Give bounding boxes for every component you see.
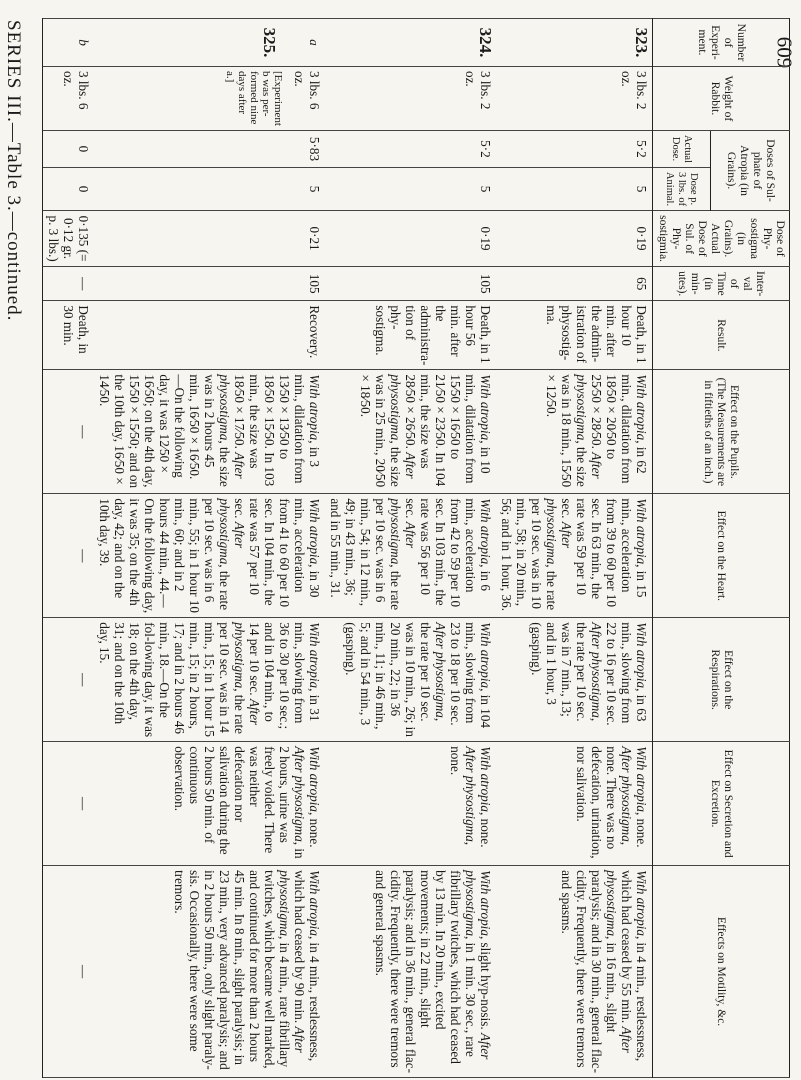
table-row bbox=[325, 19, 496, 1078]
physostigma-cell: 0·21 bbox=[94, 211, 325, 267]
experiment-number: 324. bbox=[325, 19, 496, 67]
pupils-cell: With atropia, in 3 min., dilatation from 13⁄50 × 13⁄50 to 18⁄50 × 15⁄50. In 103 min., the size was 18⁄50 × 17⁄50. After physostigma, the size was in 2 hours 45 min., 16⁄50 × 16⁄50.—On the following day, it was 12⁄50 × 16⁄50; on the 4th day, 15⁄50 × 15⁄50; and on the 10th day, 16⁄50 × 14⁄50. bbox=[94, 370, 325, 494]
interval-cell: 65 bbox=[496, 267, 653, 301]
pupils-cell: — bbox=[43, 370, 95, 494]
respirations-cell: With atropia, in 104 min., slowing from 23 to 18 per 10 sec. After physostigma, the rate per 10 sec. was in 10 min., 26; in 20 min., 22; in 36 min., 11; in 46 min., 5; and in 54 min., 3 (gasping). bbox=[325, 618, 496, 742]
physostigma-cell: 0·19 bbox=[325, 211, 496, 267]
dose-per-lb-cell: 5 bbox=[325, 167, 496, 210]
heart-cell: — bbox=[43, 494, 95, 618]
interval-cell: 105 bbox=[325, 267, 496, 301]
weight-cell: 3 lbs. 6 oz. bbox=[43, 66, 95, 130]
rotated-table-container bbox=[46, 18, 790, 1078]
data-table bbox=[42, 18, 790, 1078]
secretion-cell: — bbox=[43, 742, 95, 866]
weight-cell: 3 lbs. 2 oz. bbox=[496, 66, 653, 130]
actual-dose-cell: 5·83 bbox=[94, 130, 325, 167]
weight-cell bbox=[94, 66, 325, 130]
motility-cell: — bbox=[43, 866, 95, 1078]
heart-cell: With atropia, in 15 min., acceleration from 39 to 60 per 10 sec. In 63 min., the rate was 59 per 10 sec. After physostigma, the rate per 10 sec. was in 10 min., 58; in 20 min., 56; and in 1 hour, 36. bbox=[496, 494, 653, 618]
header-respirations: Effect on the Respirations. bbox=[653, 618, 790, 742]
respirations-cell: — bbox=[43, 618, 95, 742]
dose-per-lb-cell: 0 bbox=[43, 167, 95, 210]
motility-cell: With atropia, in 4 min., restlessness, which had ceased by 55 min. After physostigma, in 16 min., slight paralysis; and in 30 min., general flac-cidity. Frequently, there were tremors and spasms. bbox=[496, 866, 653, 1078]
respirations-cell: With atropia, in 31 min., slowing from 36 to 30 per 10 sec.; and in 104 min., to 14 per 10 sec. After physostigma, the rate per 10 sec. was in 14 min., 15; in 1 hour 15 min., 15; in 2 hours, 17; and in 2 hours 46 min., 18.—On the fol-lowing day, it was 18; on the 4th day, 31; and on the 10th day, 15. bbox=[94, 618, 325, 742]
dose-per-lb-cell: 5 bbox=[94, 167, 325, 210]
experiment-number: 323. bbox=[496, 19, 653, 67]
header-interval: Inter-val of Time (in min-utes). bbox=[653, 267, 790, 301]
result-cell: Recovery. bbox=[94, 301, 325, 370]
physostigma-cell: 0·135 (= 0·12 gr. p. 3 lbs.) bbox=[43, 211, 95, 267]
header-weight: Weight of Rabbit. bbox=[653, 66, 790, 130]
table-row bbox=[43, 19, 95, 1078]
table-row bbox=[94, 19, 325, 1078]
experiment-number-text: 325. bbox=[260, 27, 279, 58]
actual-dose-cell: 5·2 bbox=[325, 130, 496, 167]
interval-cell: 105 bbox=[94, 267, 325, 301]
result-cell: Death, in 1 hour 56 min. after the administra-tion of phy-sostigma. bbox=[325, 301, 496, 370]
header-row bbox=[710, 19, 789, 1078]
pupils-cell: With atropia, in 10 min., dilatation from 15⁄50 × 16⁄50 to 21⁄50 × 23⁄50. In 104 min., the size was 28⁄50 × 26⁄50. After physostigma, the size was in 25 min., 20⁄50 × 18⁄50. bbox=[325, 370, 496, 494]
header-motility: Effects on Motility, &c. bbox=[653, 866, 790, 1078]
weight-cell: 3 lbs. 2 oz. bbox=[325, 66, 496, 130]
table-title: SERIES III.—Table 3.—continued. bbox=[3, 20, 24, 322]
weight-text: 3 lbs. 6 oz. bbox=[292, 70, 322, 110]
actual-dose-cell: 0 bbox=[43, 130, 95, 167]
header-experiment: Number of Experi-ment. bbox=[653, 19, 790, 67]
experiment-number bbox=[43, 19, 95, 67]
experiment-number bbox=[94, 19, 325, 67]
actual-dose-cell: 5·2 bbox=[496, 130, 653, 167]
physostigma-cell: 0·19 bbox=[496, 211, 653, 267]
heart-cell: With atropia, in 6 min., acceleration from 42 to 59 per 10 sec. In 103 min., the rate was 56 per 10 sec. After physostigma, the rate per 10 sec. was in 6 min., 54; in 12 min., 49; in 43 min., 36; and in 55 min., 31. bbox=[325, 494, 496, 618]
result-cell: Death, in 30 min. bbox=[43, 301, 95, 370]
header-physostigma: Dose of Phy-sostigma (in Grains). Actual Dose of Sul. of Phy-sostigmia. bbox=[653, 211, 790, 267]
header-actual-dose: Actual Dose. bbox=[653, 130, 711, 167]
secretion-cell: With atropia, none. After physostigma, in 2 hours, urine was freely voided. There was neither defecation nor salivation during the 2 hours 50 min. of continuous observation. bbox=[94, 742, 325, 866]
header-pupils: Effect on the Pupils. (The Measurements are in fiftieths of an inch.) bbox=[653, 370, 790, 494]
page-number: 609 bbox=[771, 36, 796, 69]
motility-cell: With atropia, in 4 min., restlessness, which had ceased by 90 min. After physostigma, in 4 min., rare fibrillary twitches, which became well marked, and continued for more than 2 hours 45 min. In 8 min., slight paralysis; in 23 min., very advanced paralysis; and in 2 hours 50 min., only slight paraly-sis. Occasionally, there were some tremors. bbox=[94, 866, 325, 1078]
header-result: Result. bbox=[653, 301, 790, 370]
header-atropia-group: Doses of Sul-phate of Atropia (in Grains). bbox=[710, 130, 789, 210]
header-heart: Effect on the Heart. bbox=[653, 494, 790, 618]
dose-per-lb-cell: 5 bbox=[496, 167, 653, 210]
secretion-cell: With atropia, none. After physostigma, none. There was no defecation, urination, nor salivation. bbox=[496, 742, 653, 866]
sub-label: a bbox=[307, 39, 322, 46]
interval-cell: — bbox=[43, 267, 95, 301]
heart-cell: With atropia, in 30 min., acceleration from 41 to 60 per 10 sec. In 104 min., the rate was 57 per 10 sec. After physostigma, the rate per 10 sec. was in 6 min., 55; in 1 hour 10 min., 60; and in 2 hours 44 min., 44.—On the following day, it was 35; on the 4th day, 42; and on the 10th day, 39. bbox=[94, 494, 325, 618]
table-title-wrapper bbox=[2, 20, 23, 380]
table-row bbox=[496, 19, 653, 1078]
result-cell: Death, in 1 hour 10 min. after the admin-istration of physostig-ma. bbox=[496, 301, 653, 370]
secretion-cell: With atropia, none. After physostigma, none. bbox=[325, 742, 496, 866]
respirations-cell: With atropia, in 63 min., slowing from 22 to 16 per 10 sec. After physostigma, the rate per 10 sec. was in 7 min., 13; and in 1 hour, 3 (gasping). bbox=[496, 618, 653, 742]
bracket-note: [Experiment b was per-formed nine days after a.] bbox=[224, 70, 284, 126]
header-dose-per-lb: Dose p. 3 lbs. of Animal. bbox=[653, 167, 711, 210]
pupils-cell: With atropia, in 62 min., dilatation from 18⁄50 × 20⁄50 to 25⁄50 × 28⁄50. After physostigma, the size was in 18 min., 15⁄50 × 12⁄50. bbox=[496, 370, 653, 494]
header-secretion: Effect on Secretion and Excretion. bbox=[653, 742, 790, 866]
motility-cell: With atropia, slight hyp-nosis. After physostigma, in 1 min. 30 sec., rare fibrillary twitches, which had ceased by 13 min. In 20 min., excited movements; in 22 min., slight paralysis; and in 36 min., general flac-cidity. Frequently, there were tremors and general spasms. bbox=[325, 866, 496, 1078]
sub-label: b bbox=[76, 39, 91, 46]
